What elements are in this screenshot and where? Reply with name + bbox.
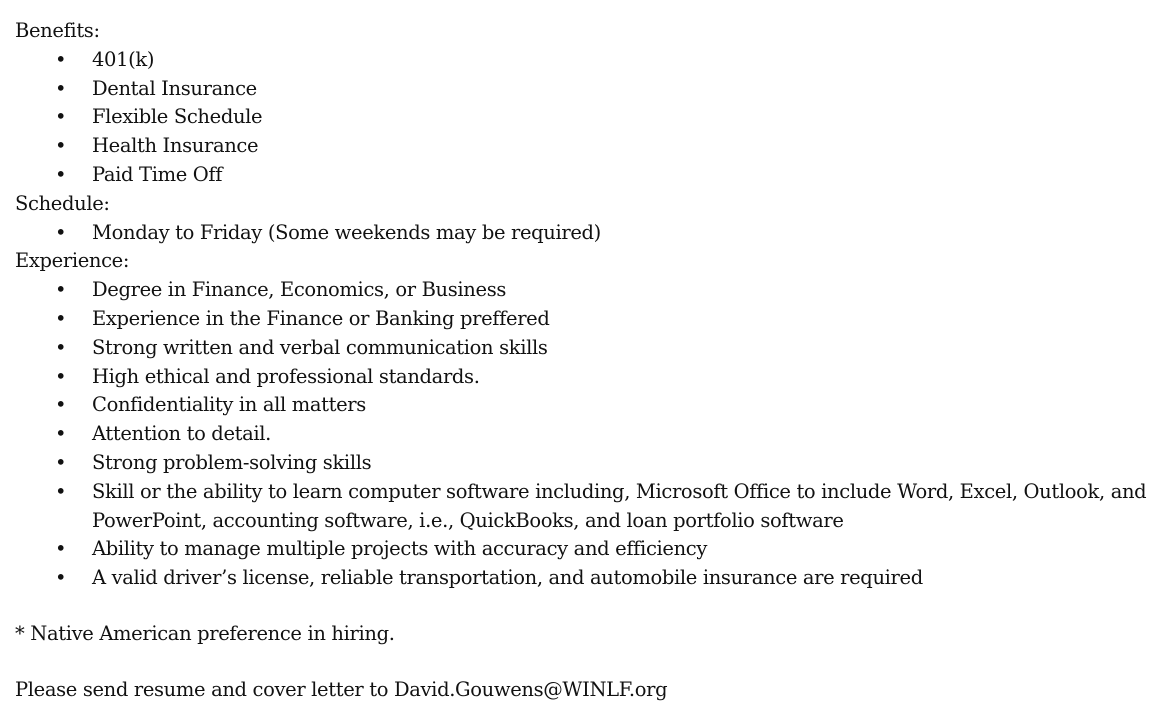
list-item-text: Strong written and verbal communication skills: [92, 335, 548, 359]
list-item-text: Degree in Finance, Economics, or Business: [92, 278, 507, 302]
contact-line: [15, 676, 1155, 705]
document-body: [15, 17, 1155, 705]
list-item: [15, 219, 1155, 248]
list-item: [15, 420, 1155, 449]
bullet-icon: [55, 219, 65, 248]
bullet-icon: [55, 276, 65, 305]
list-item-text: Health Insurance: [92, 134, 259, 158]
blank-line: [15, 649, 1155, 676]
list-item: [15, 305, 1155, 334]
bullet-icon: [55, 363, 65, 392]
schedule-heading: Schedule:: [15, 191, 110, 215]
list-item-text: Confidentiality in all matters: [92, 393, 366, 417]
list-item: [15, 478, 1155, 536]
bullet-icon: [55, 449, 65, 478]
hiring-preference-note: * Native American preference in hiring.: [15, 622, 395, 646]
experience-heading: Experience:: [15, 249, 130, 273]
bullet-icon: [55, 535, 65, 564]
list-item: [15, 276, 1155, 305]
list-item: [15, 449, 1155, 478]
list-item: [15, 161, 1155, 190]
bullet-icon: [55, 305, 65, 334]
list-item-text: Attention to detail.: [92, 422, 272, 446]
contact-email-link[interactable]: David.Gouwens@WINLF.org: [393, 678, 668, 702]
blank-line: [15, 593, 1155, 620]
bullet-icon: [55, 420, 65, 449]
list-item-text: High ethical and professional standards.: [92, 364, 480, 388]
list-item-text: Strong problem-solving skills: [92, 450, 372, 474]
bullet-icon: [55, 478, 65, 507]
bullet-icon: [55, 103, 65, 132]
experience-section: [15, 247, 1155, 593]
experience-list: [15, 276, 1155, 593]
list-item: [15, 535, 1155, 564]
list-item: [15, 46, 1155, 75]
list-item-text: Monday to Friday (Some weekends may be required): [92, 220, 601, 244]
list-item: [15, 132, 1155, 161]
list-item-text: Ability to manage multiple projects with accuracy and efficiency: [92, 537, 708, 561]
list-item: [15, 564, 1155, 593]
list-item-text: Experience in the Finance or Banking preffered: [92, 306, 550, 330]
list-item: [15, 334, 1155, 363]
list-item: [15, 391, 1155, 420]
bullet-icon: [55, 391, 65, 420]
benefits-list: [15, 46, 1155, 190]
list-item: [15, 363, 1155, 392]
benefits-heading: Benefits:: [15, 19, 100, 42]
bullet-icon: [55, 75, 65, 104]
schedule-section: [15, 190, 1155, 248]
list-item-text: 401(k): [92, 47, 155, 71]
list-item-text: A valid driver’s license, reliable transportation, and automobile insurance are required: [92, 566, 923, 590]
schedule-list: [15, 219, 1155, 248]
benefits-section: [15, 17, 1155, 190]
bullet-icon: [55, 161, 65, 190]
list-item-text: Flexible Schedule: [92, 105, 263, 129]
bullet-icon: [55, 46, 65, 75]
list-item: [15, 103, 1155, 132]
bullet-icon: [55, 334, 65, 363]
contact-text: Please send resume and cover letter to: [15, 678, 394, 702]
list-item: [15, 75, 1155, 104]
bullet-icon: [55, 564, 65, 593]
list-item-text: Paid Time Off: [92, 162, 223, 186]
list-item-text: Skill or the ability to learn computer software including, Microsoft Office to include Word, Excel, Outlook, and PowerPoint, accounting software, i.e., QuickBooks, and loan portfolio software: [92, 479, 1147, 532]
bullet-icon: [55, 132, 65, 161]
list-item-text: Dental Insurance: [92, 76, 257, 100]
